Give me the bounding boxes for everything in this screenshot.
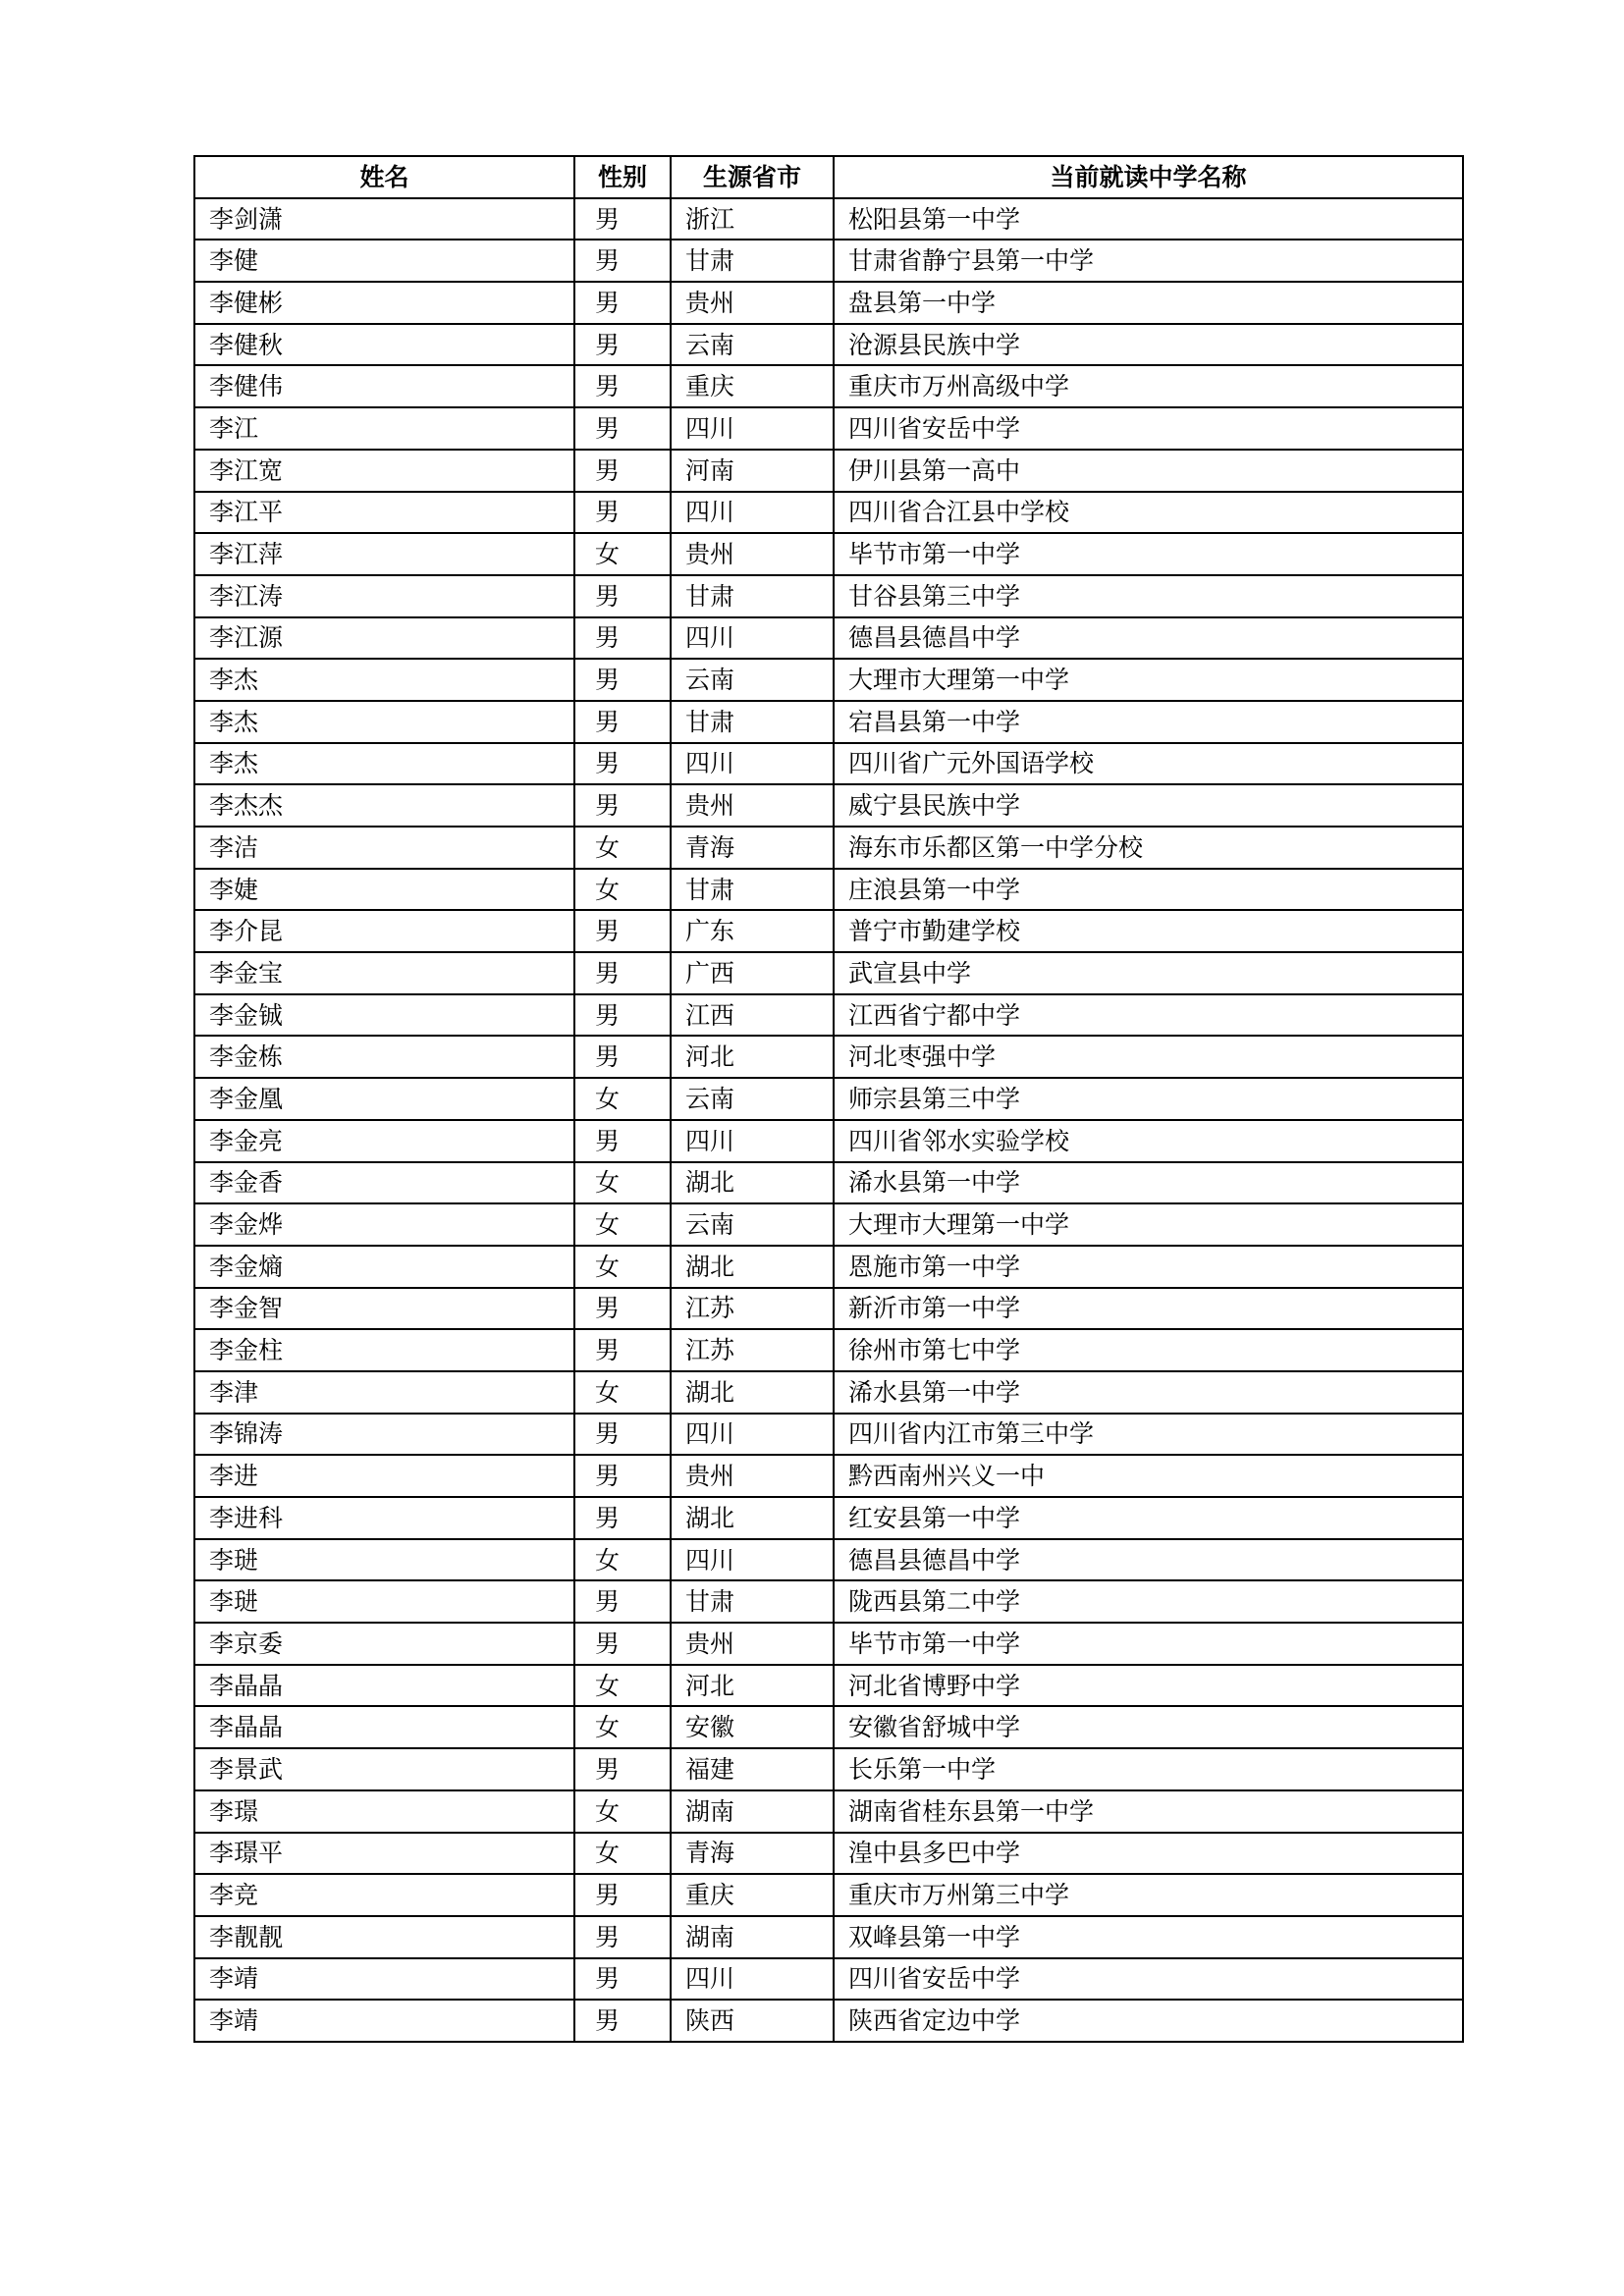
table-row [194,575,1463,617]
cell-school: 黔西南州兴义一中 [834,1455,1463,1497]
header-province: 生源省市 [671,156,834,198]
cell-province: 广西 [671,952,834,994]
cell-name: 李靖 [194,2000,574,2042]
cell-province: 青海 [671,1833,834,1875]
cell-name: 李靖 [194,1958,574,2001]
cell-school: 四川省安岳中学 [834,1958,1463,2001]
cell-province: 江苏 [671,1329,834,1371]
cell-gender: 男 [574,701,671,743]
cell-province: 湖北 [671,1246,834,1288]
cell-school: 毕节市第一中学 [834,533,1463,575]
cell-school: 四川省安岳中学 [834,407,1463,450]
cell-school: 甘肃省静宁县第一中学 [834,240,1463,282]
cell-gender: 男 [574,365,671,407]
cell-province: 甘肃 [671,240,834,282]
cell-gender: 男 [574,617,671,660]
cell-gender: 男 [574,198,671,240]
cell-gender: 男 [574,240,671,282]
cell-name: 李江萍 [194,533,574,575]
table-row [194,1833,1463,1875]
cell-school: 四川省邻水实验学校 [834,1120,1463,1162]
cell-name: 李进 [194,1455,574,1497]
table-row [194,240,1463,282]
cell-school: 湖南省桂东县第一中学 [834,1790,1463,1833]
cell-gender: 男 [574,282,671,324]
table-row [194,743,1463,785]
table-row [194,701,1463,743]
cell-gender: 男 [574,743,671,785]
cell-school: 师宗县第三中学 [834,1078,1463,1120]
cell-school: 德昌县德昌中学 [834,617,1463,660]
cell-gender: 男 [574,1036,671,1078]
cell-gender: 男 [574,1958,671,2001]
table-row [194,869,1463,911]
cell-school: 沧源县民族中学 [834,324,1463,366]
cell-province: 云南 [671,659,834,701]
cell-province: 云南 [671,1203,834,1246]
table-row [194,1623,1463,1665]
cell-gender: 女 [574,1246,671,1288]
table-body [194,198,1463,2042]
table-header-row [194,156,1463,198]
cell-name: 李杰 [194,701,574,743]
cell-province: 湖北 [671,1371,834,1414]
cell-name: 李靓靓 [194,1916,574,1958]
table-row [194,994,1463,1037]
cell-school: 四川省广元外国语学校 [834,743,1463,785]
table-row [194,1246,1463,1288]
cell-name: 李锦涛 [194,1414,574,1456]
cell-school: 大理市大理第一中学 [834,659,1463,701]
cell-province: 云南 [671,1078,834,1120]
table-row [194,450,1463,492]
table-row [194,492,1463,534]
cell-school: 武宣县中学 [834,952,1463,994]
cell-gender: 女 [574,1833,671,1875]
table-row [194,1203,1463,1246]
cell-province: 贵州 [671,282,834,324]
cell-province: 重庆 [671,365,834,407]
cell-name: 李剑潇 [194,198,574,240]
table-row [194,407,1463,450]
cell-school: 盘县第一中学 [834,282,1463,324]
cell-name: 李江宽 [194,450,574,492]
cell-province: 贵州 [671,1623,834,1665]
cell-name: 李婕 [194,869,574,911]
cell-province: 河南 [671,450,834,492]
table-row [194,1748,1463,1790]
cell-province: 广东 [671,910,834,952]
cell-province: 福建 [671,1748,834,1790]
cell-province: 四川 [671,492,834,534]
cell-name: 李介昆 [194,910,574,952]
cell-gender: 男 [574,1874,671,1916]
cell-school: 浠水县第一中学 [834,1162,1463,1204]
cell-province: 江西 [671,994,834,1037]
student-table [193,155,1464,2043]
cell-name: 李津 [194,1371,574,1414]
cell-school: 河北枣强中学 [834,1036,1463,1078]
cell-name: 李杰杰 [194,784,574,827]
table-row [194,2000,1463,2042]
table-row [194,659,1463,701]
cell-gender: 男 [574,1497,671,1539]
table-row [194,365,1463,407]
cell-gender: 女 [574,1665,671,1707]
table-row [194,827,1463,869]
table-row [194,1706,1463,1748]
cell-name: 李健彬 [194,282,574,324]
cell-school: 重庆市万州第三中学 [834,1874,1463,1916]
cell-province: 四川 [671,617,834,660]
cell-name: 李金亮 [194,1120,574,1162]
cell-name: 李杰 [194,743,574,785]
cell-province: 青海 [671,827,834,869]
cell-province: 河北 [671,1036,834,1078]
cell-name: 李江平 [194,492,574,534]
cell-school: 恩施市第一中学 [834,1246,1463,1288]
table-row [194,784,1463,827]
cell-province: 四川 [671,1120,834,1162]
cell-school: 德昌县德昌中学 [834,1539,1463,1581]
cell-school: 陇西县第二中学 [834,1580,1463,1623]
cell-name: 李金凰 [194,1078,574,1120]
cell-province: 湖南 [671,1916,834,1958]
cell-province: 甘肃 [671,1580,834,1623]
table-row [194,952,1463,994]
cell-province: 重庆 [671,1874,834,1916]
cell-gender: 女 [574,869,671,911]
table-row [194,198,1463,240]
cell-school: 普宁市勤建学校 [834,910,1463,952]
cell-school: 新沂市第一中学 [834,1288,1463,1330]
table-row [194,1288,1463,1330]
cell-gender: 女 [574,1371,671,1414]
cell-gender: 女 [574,1706,671,1748]
cell-province: 四川 [671,743,834,785]
cell-province: 湖南 [671,1790,834,1833]
cell-province: 四川 [671,1539,834,1581]
cell-province: 河北 [671,1665,834,1707]
cell-province: 甘肃 [671,869,834,911]
cell-gender: 男 [574,910,671,952]
cell-province: 贵州 [671,533,834,575]
cell-province: 陕西 [671,2000,834,2042]
cell-school: 毕节市第一中学 [834,1623,1463,1665]
table-row [194,1329,1463,1371]
cell-school: 重庆市万州高级中学 [834,365,1463,407]
cell-province: 浙江 [671,198,834,240]
cell-school: 伊川县第一高中 [834,450,1463,492]
cell-name: 李琎 [194,1539,574,1581]
cell-gender: 男 [574,407,671,450]
table-row [194,1162,1463,1204]
cell-province: 甘肃 [671,575,834,617]
cell-province: 安徽 [671,1706,834,1748]
cell-gender: 男 [574,1329,671,1371]
cell-school: 四川省合江县中学校 [834,492,1463,534]
cell-school: 安徽省舒城中学 [834,1706,1463,1748]
table-row [194,1874,1463,1916]
cell-name: 李杰 [194,659,574,701]
header-school: 当前就读中学名称 [834,156,1463,198]
cell-name: 李璟 [194,1790,574,1833]
cell-name: 李江涛 [194,575,574,617]
cell-gender: 男 [574,2000,671,2042]
cell-gender: 男 [574,1916,671,1958]
table-row [194,1078,1463,1120]
cell-gender: 女 [574,1078,671,1120]
cell-name: 李璟平 [194,1833,574,1875]
cell-gender: 男 [574,1623,671,1665]
cell-gender: 男 [574,994,671,1037]
cell-school: 陕西省定边中学 [834,2000,1463,2042]
cell-province: 贵州 [671,1455,834,1497]
cell-name: 李金栋 [194,1036,574,1078]
cell-gender: 女 [574,533,671,575]
cell-name: 李金铖 [194,994,574,1037]
cell-school: 甘谷县第三中学 [834,575,1463,617]
cell-name: 李洁 [194,827,574,869]
table-row [194,617,1463,660]
cell-province: 贵州 [671,784,834,827]
cell-province: 湖北 [671,1162,834,1204]
cell-province: 甘肃 [671,701,834,743]
cell-province: 四川 [671,1958,834,2001]
table-row [194,1539,1463,1581]
cell-gender: 女 [574,1539,671,1581]
table-row [194,1665,1463,1707]
cell-gender: 男 [574,575,671,617]
cell-name: 李京委 [194,1623,574,1665]
cell-province: 湖北 [671,1497,834,1539]
table-row [194,1790,1463,1833]
cell-school: 红安县第一中学 [834,1497,1463,1539]
cell-gender: 男 [574,1580,671,1623]
cell-gender: 男 [574,659,671,701]
cell-name: 李健 [194,240,574,282]
cell-gender: 男 [574,1748,671,1790]
table-row [194,1580,1463,1623]
cell-gender: 女 [574,1162,671,1204]
cell-province: 四川 [671,407,834,450]
cell-school: 大理市大理第一中学 [834,1203,1463,1246]
table-row [194,324,1463,366]
table-row [194,910,1463,952]
cell-school: 湟中县多巴中学 [834,1833,1463,1875]
cell-name: 李金烨 [194,1203,574,1246]
table-row [194,1455,1463,1497]
cell-province: 四川 [671,1414,834,1456]
cell-school: 长乐第一中学 [834,1748,1463,1790]
cell-name: 李金熵 [194,1246,574,1288]
cell-name: 李健秋 [194,324,574,366]
cell-name: 李金宝 [194,952,574,994]
cell-school: 四川省内江市第三中学 [834,1414,1463,1456]
table-row [194,1414,1463,1456]
cell-name: 李景武 [194,1748,574,1790]
cell-school: 宕昌县第一中学 [834,701,1463,743]
cell-gender: 男 [574,1414,671,1456]
header-gender: 性别 [574,156,671,198]
cell-school: 江西省宁都中学 [834,994,1463,1037]
cell-gender: 女 [574,1790,671,1833]
cell-school: 浠水县第一中学 [834,1371,1463,1414]
cell-name: 李晶晶 [194,1665,574,1707]
table-row [194,1120,1463,1162]
cell-name: 李晶晶 [194,1706,574,1748]
cell-gender: 男 [574,784,671,827]
cell-gender: 男 [574,1455,671,1497]
cell-gender: 男 [574,492,671,534]
cell-name: 李金香 [194,1162,574,1204]
cell-province: 江苏 [671,1288,834,1330]
table-row [194,1036,1463,1078]
cell-school: 河北省博野中学 [834,1665,1463,1707]
cell-gender: 男 [574,1120,671,1162]
cell-school: 庄浪县第一中学 [834,869,1463,911]
table-row [194,1371,1463,1414]
table-row [194,1916,1463,1958]
cell-gender: 女 [574,1203,671,1246]
cell-gender: 女 [574,827,671,869]
cell-name: 李江 [194,407,574,450]
cell-school: 海东市乐都区第一中学分校 [834,827,1463,869]
table-row [194,1958,1463,2001]
cell-gender: 男 [574,1288,671,1330]
table-row [194,1497,1463,1539]
cell-province: 云南 [671,324,834,366]
table-row [194,282,1463,324]
header-name: 姓名 [194,156,574,198]
cell-name: 李金智 [194,1288,574,1330]
cell-school: 松阳县第一中学 [834,198,1463,240]
cell-name: 李金柱 [194,1329,574,1371]
cell-name: 李琎 [194,1580,574,1623]
cell-gender: 男 [574,324,671,366]
cell-school: 双峰县第一中学 [834,1916,1463,1958]
cell-school: 徐州市第七中学 [834,1329,1463,1371]
cell-name: 李江源 [194,617,574,660]
cell-name: 李进科 [194,1497,574,1539]
cell-name: 李竞 [194,1874,574,1916]
cell-gender: 男 [574,952,671,994]
cell-gender: 男 [574,450,671,492]
cell-name: 李健伟 [194,365,574,407]
table-row [194,533,1463,575]
cell-school: 威宁县民族中学 [834,784,1463,827]
